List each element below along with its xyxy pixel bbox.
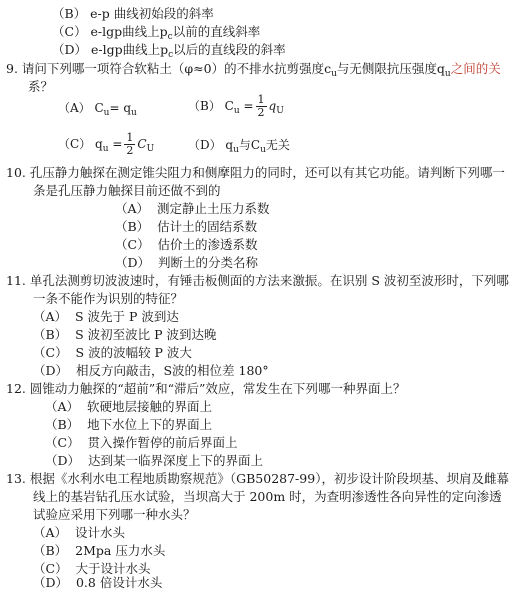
q10-option-a	[115, 201, 270, 217]
q12-option-b	[45, 417, 212, 433]
q9-text-1: 请问下列哪一项符合软粘土（φ≈0）的不排水抗剪强度c	[21, 61, 332, 76]
q11-stem-line1	[6, 273, 509, 289]
q9-number: 9.	[6, 61, 18, 76]
q12-option-d-text: 达到某一临界深度上下的界面上	[87, 453, 263, 468]
q8-option-b-text: （B） e-p 曲线初始段的斜率	[52, 6, 214, 21]
q11-option-d-label: （D）	[33, 363, 69, 378]
q13-option-a-label: （A）	[33, 525, 68, 540]
q10-option-c-text: 估价土的渗透系数	[157, 237, 258, 252]
q8-option-c-after: 以前的直线斜率	[172, 24, 261, 39]
q8-option-d-sub: c	[168, 50, 174, 60]
q9-option-c-frac-d: 2	[126, 144, 134, 157]
q13-option-b-text: 2Mpa 压力水头	[75, 543, 166, 558]
q9-option-b	[188, 94, 284, 119]
q9-stem-line1	[6, 61, 501, 80]
q11-option-c	[33, 345, 192, 361]
q9-option-a	[58, 101, 137, 119]
q10-option-b	[115, 219, 257, 235]
q11-line2: 一条不能作为识别的特征？	[33, 291, 184, 306]
q8-option-b	[52, 6, 214, 22]
q11-option-c-label: （C）	[33, 345, 68, 360]
q13-option-b-label: （B）	[33, 543, 68, 558]
q9-text-4: 系？	[28, 79, 54, 94]
q11-option-d	[33, 363, 269, 379]
q11-option-d-text: 相反方向敲击，S波的相位差 180°	[75, 363, 269, 378]
q12-option-b-text: 地下水位上下的界面上	[87, 417, 213, 432]
q9-text-3: 之间的关	[450, 61, 501, 76]
q12-option-c-text: 贯入操作暂停的前后界面上	[87, 435, 238, 450]
q13-line1: 根据《水利水电工程地质勘察规范》（GB50287-99），初步设计阶段坝基、坝肩及雌幕	[29, 471, 509, 486]
q8-option-d-text: （D） e-lgp曲线上p	[52, 42, 169, 57]
q9-option-c-eq: =	[112, 137, 123, 151]
q13-option-b	[33, 543, 165, 559]
q9-sub-u-2: u	[444, 69, 451, 79]
q10-option-d	[115, 255, 258, 271]
q12-option-d-label: （D）	[45, 453, 81, 468]
q10-option-b-text: 估计土的固结系数	[157, 219, 258, 234]
q9-option-a-sub2: u	[131, 108, 137, 118]
q9-option-b-label: （B） C	[188, 99, 234, 113]
q9-option-c-C: C	[137, 137, 147, 151]
q9-option-b-frac-d: 2	[257, 106, 265, 119]
q13-option-d-label: （D）	[33, 575, 69, 590]
q13-option-c-label: （C）	[33, 561, 68, 576]
q12-stem-line1	[6, 381, 405, 397]
q13-option-d-text: 0.8 倍设计水头	[75, 575, 163, 590]
q10-option-d-text: 判断土的分类名称	[157, 255, 258, 270]
q13-line2: 线上的基岩钻孔压水试验，当坝高大于 200m 时，为查明渗透性各向异性的定向渗透	[33, 489, 502, 504]
q11-stem-line2	[33, 291, 183, 307]
q9-option-c-label: （C） q	[58, 137, 103, 151]
q13-option-a	[33, 525, 125, 541]
q10-option-a-text: 测定静止土压力系数	[156, 201, 270, 216]
q12-option-c	[45, 435, 238, 451]
q11-option-b	[33, 327, 217, 343]
q13-option-c-text: 大于设计水头	[75, 561, 151, 576]
q9-option-c-Csub: U	[146, 144, 155, 154]
q12-option-a	[45, 399, 212, 415]
q11-option-b-text: S 波初至波比 P 波到达晚	[75, 327, 217, 342]
q13-stem-line1	[6, 471, 509, 487]
q9-option-b-frac-n: 1	[257, 93, 265, 106]
q9-option-d-sub2: u	[260, 145, 266, 155]
q10-stem-line2	[33, 183, 221, 199]
q9-option-c-frac-n: 1	[126, 131, 134, 144]
q9-option-b-qsub: U	[276, 106, 284, 116]
q12-option-a-label: （A）	[45, 399, 80, 414]
q13-option-a-text: 设计水头	[74, 525, 125, 540]
q11-option-b-label: （B）	[33, 327, 68, 342]
q9-option-b-eq: =	[243, 99, 254, 113]
q9-option-a-rest: = q	[109, 101, 132, 115]
q11-option-a	[33, 309, 179, 325]
q13-number: 13.	[6, 471, 26, 486]
q11-option-c-text: S 波的波幅较 P 波大	[75, 345, 192, 360]
q10-option-b-label: （B）	[115, 219, 150, 234]
q9-option-d	[188, 138, 290, 156]
q11-number: 11.	[6, 273, 26, 288]
q13-stem-line2	[33, 489, 502, 505]
q9-option-d-mid: 与C	[238, 138, 261, 152]
q9-stem-line2	[28, 79, 53, 95]
q13-line3: 试验应采用下列哪一种水头？	[33, 507, 196, 522]
q12-number: 12.	[6, 381, 26, 396]
q9-option-a-label: （A） C	[58, 101, 104, 115]
q9-text-2: 与无侧限抗压强度q	[336, 61, 445, 76]
q8-option-c-text: （C） e-lgp曲线上p	[52, 24, 168, 39]
q9-option-c-fraction	[124, 132, 135, 157]
q8-option-d	[52, 42, 286, 61]
q10-stem-line1	[6, 165, 505, 181]
q9-option-a-sub: u	[103, 108, 110, 118]
q12-option-c-label: （C）	[45, 435, 80, 450]
q10-option-c	[115, 237, 258, 253]
q9-option-b-q: q	[268, 99, 277, 113]
q9-sub-u: u	[331, 69, 337, 79]
q10-option-c-label: （C）	[115, 237, 150, 252]
q10-line2: 条是孔压静力触探目前还做不到的	[33, 183, 221, 198]
q12-option-d	[45, 453, 263, 469]
q13-stem-line3	[33, 507, 196, 523]
q11-option-a-label: （A）	[33, 309, 68, 324]
q9-option-d-label: （D） q	[188, 138, 234, 152]
q9-option-b-fraction	[256, 94, 267, 119]
q9-option-d-sub: u	[233, 145, 239, 155]
q8-option-c	[52, 24, 260, 43]
q12-option-a-text: 软硬地层接触的界面上	[86, 399, 212, 414]
q8-option-c-sub: c	[167, 32, 173, 42]
q13-option-d	[33, 575, 162, 591]
q10-number: 10.	[6, 165, 26, 180]
q10-option-a-label: （A）	[115, 201, 150, 216]
q9-option-b-sub: u	[233, 106, 240, 116]
q11-option-a-text: S 波先于 P 波到达	[74, 309, 179, 324]
q9-option-c	[58, 132, 154, 157]
q9-option-d-end: 无关	[265, 138, 290, 152]
q10-option-d-label: （D）	[115, 255, 151, 270]
q10-line1: 孔压静力触探在测定锥尖阻力和侧摩阻力的同时，还可以有其它功能。请判断下列哪一	[29, 165, 505, 180]
q11-line1: 单孔法测剪切波波速时，有锤击板侧面的方法来激振。在识别 S 波初至波形时，下列哪	[29, 273, 509, 288]
q8-option-d-after: 以后的直线段的斜率	[173, 42, 286, 57]
q12-line1: 圆锥动力触探的“超前”和“滞后”效应，常发生在下列哪一种界面上？	[29, 381, 406, 396]
q9-option-c-sub: u	[102, 144, 109, 154]
q12-option-b-label: （B）	[45, 417, 80, 432]
